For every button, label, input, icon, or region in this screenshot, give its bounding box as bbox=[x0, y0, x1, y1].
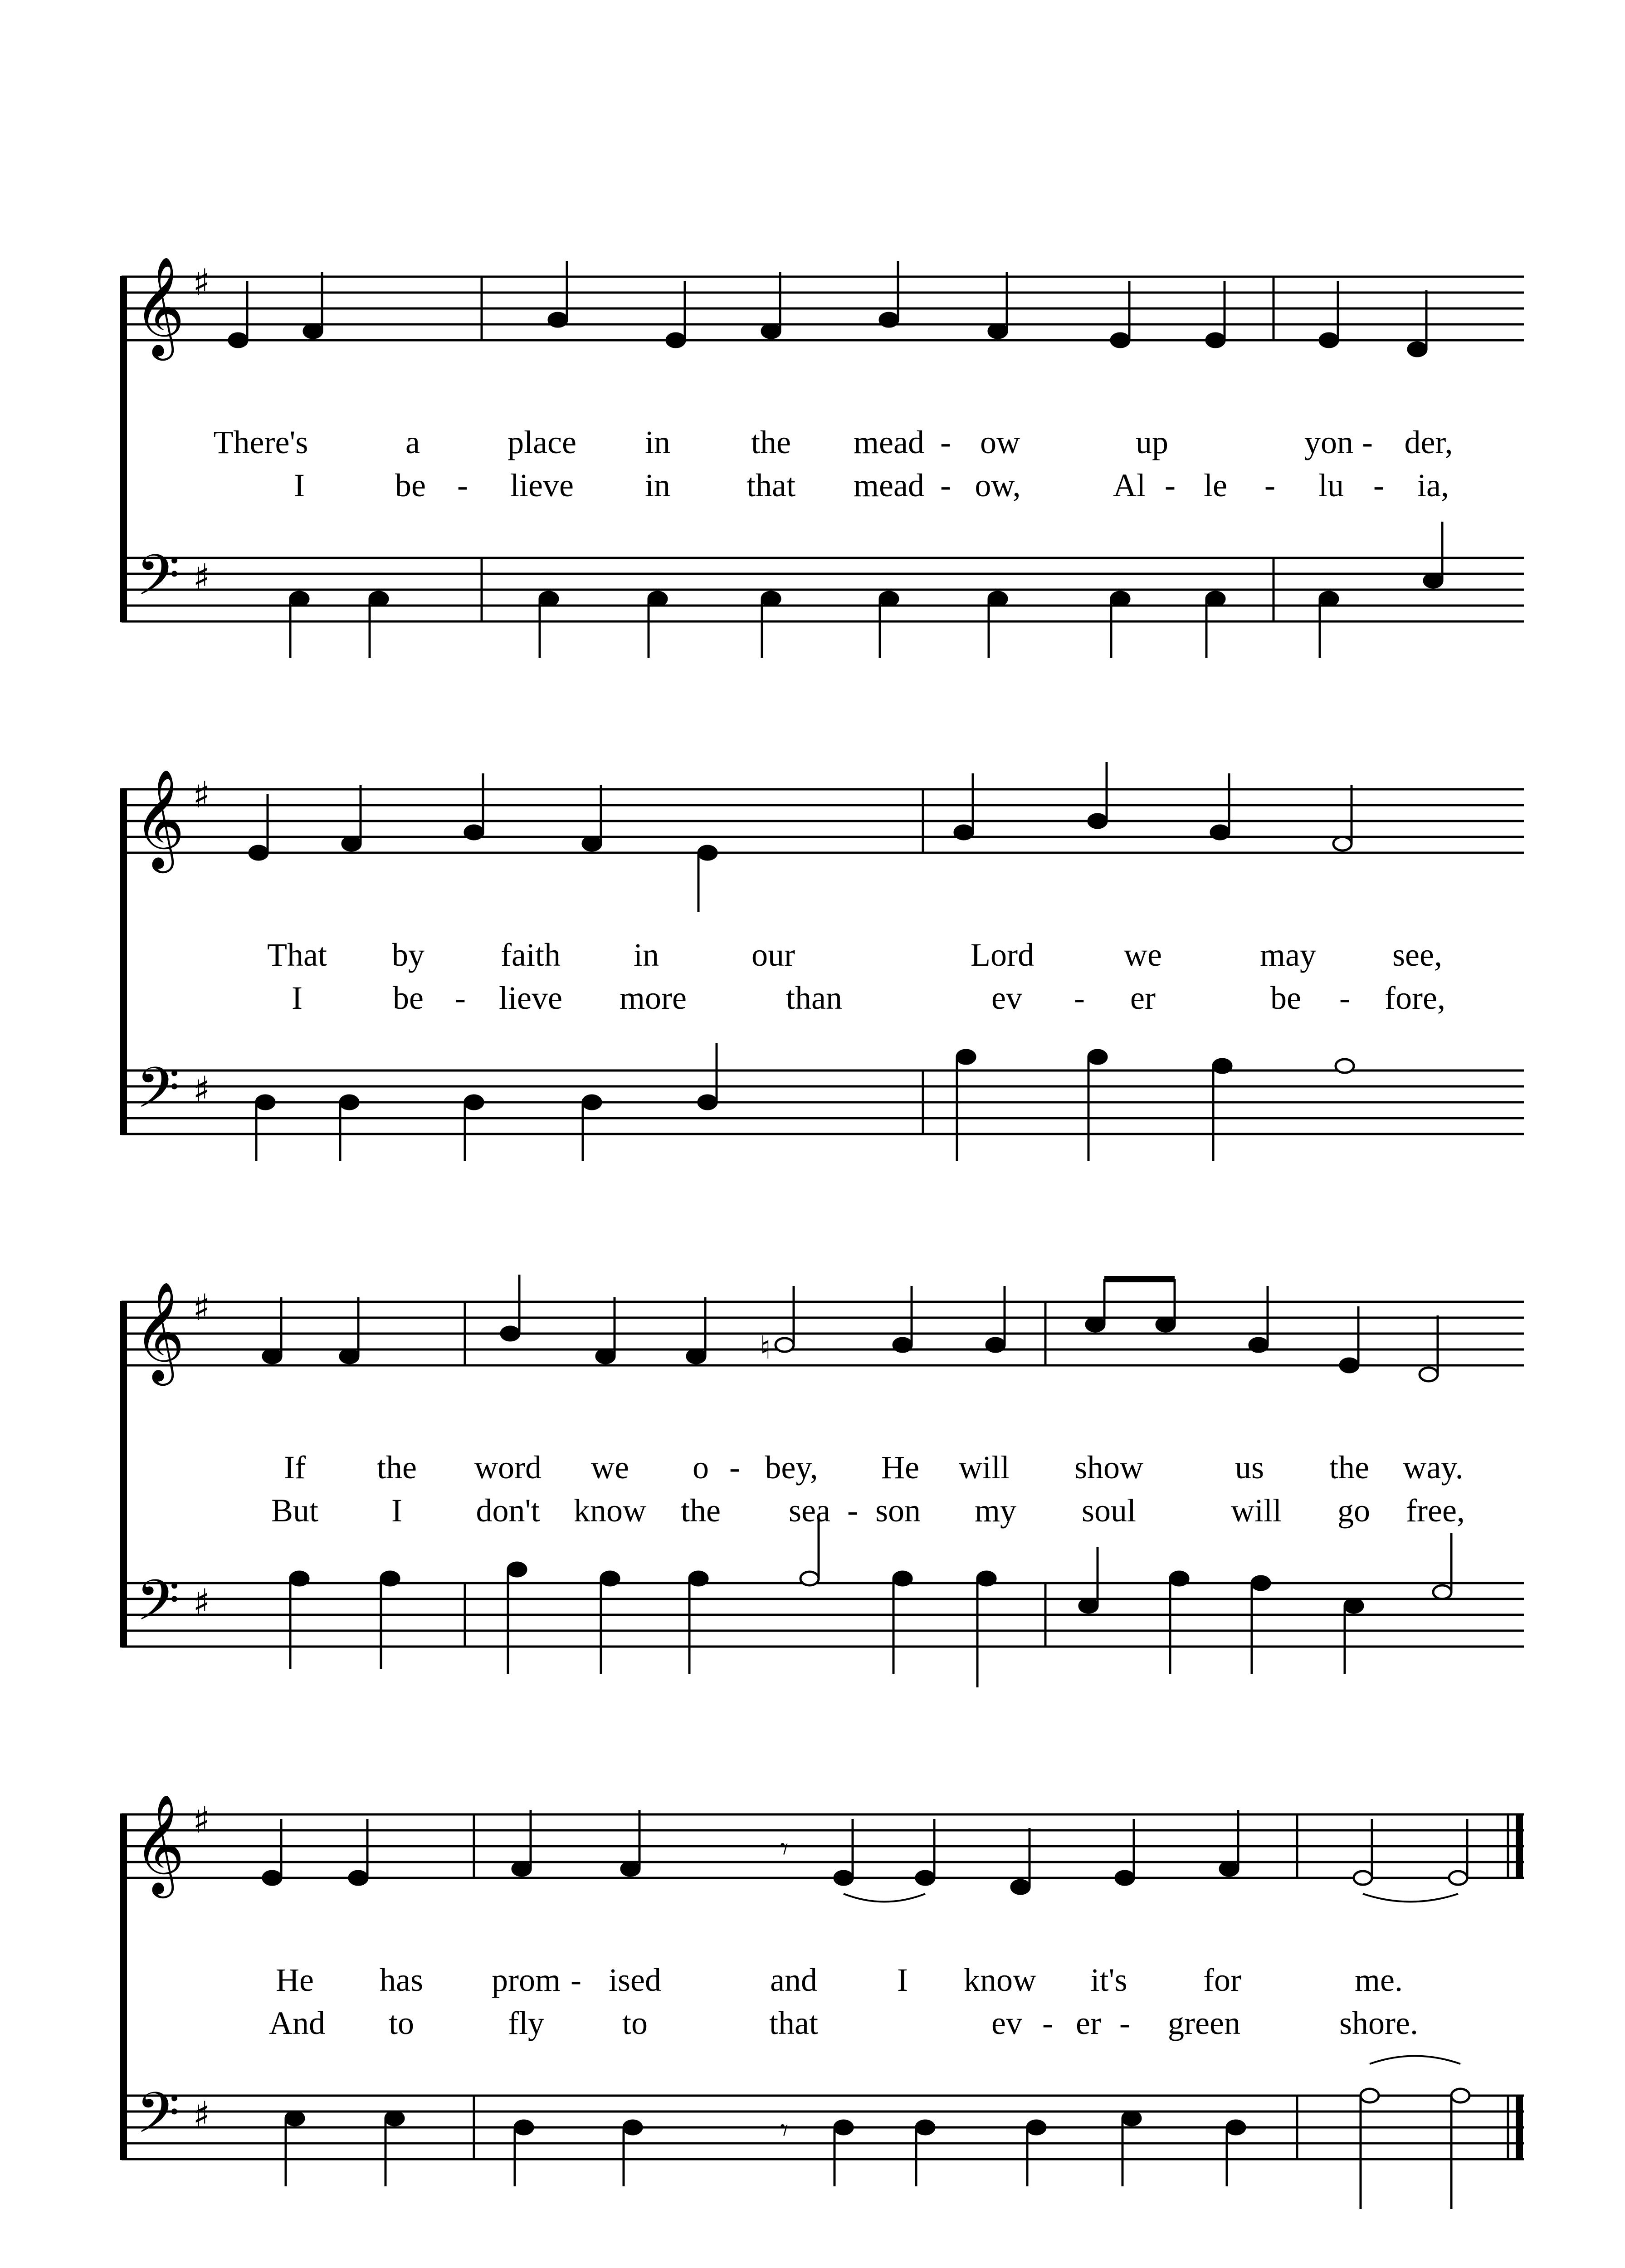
lyric-syllable: ow, bbox=[975, 467, 1021, 503]
lyric-syllable: know bbox=[574, 1492, 646, 1529]
lyric-syllable: we bbox=[1124, 937, 1162, 973]
sharp-icon: ♯ bbox=[193, 1581, 210, 1623]
lyric-syllable: the bbox=[751, 424, 791, 460]
lyric-syllable: that bbox=[747, 467, 795, 503]
verse-1-lyric-line bbox=[0, 422, 1625, 463]
lyric-syllable: and bbox=[770, 1962, 817, 1998]
lyric-syllable: word bbox=[474, 1449, 542, 1486]
lyric-syllable: the bbox=[1329, 1449, 1369, 1486]
sharp-icon: ♯ bbox=[193, 774, 210, 816]
eighth-rest-icon: 𝄾 bbox=[780, 2112, 789, 2149]
lyric-syllable: be bbox=[393, 980, 424, 1016]
lyric-hyphen: - bbox=[1362, 424, 1373, 460]
lyric-syllable: mead bbox=[854, 424, 924, 460]
lyric-hyphen: - bbox=[940, 424, 951, 460]
lyric-syllable: will bbox=[1230, 1492, 1282, 1529]
lyric-syllable: us bbox=[1235, 1449, 1264, 1486]
lyric-syllable: yon bbox=[1304, 424, 1353, 460]
staff-notation-2 bbox=[0, 748, 1625, 1202]
lyric-syllable: in bbox=[644, 467, 671, 503]
lyric-hyphen: - bbox=[1373, 467, 1384, 503]
lyric-syllable: lieve bbox=[499, 980, 562, 1016]
lyric-hyphen: - bbox=[1339, 980, 1350, 1016]
lyric-syllable: to bbox=[622, 2005, 648, 2041]
verse-1-lyric-line bbox=[0, 1960, 1625, 2000]
lyric-hyphen: - bbox=[571, 1962, 581, 1998]
lyric-syllable: That bbox=[267, 937, 327, 973]
lyric-syllable: to bbox=[388, 2005, 415, 2041]
sharp-icon: ♯ bbox=[193, 261, 210, 303]
lyric-syllable: I bbox=[897, 1962, 908, 1998]
treble-clef-icon: 𝄞 bbox=[134, 768, 185, 869]
lyric-syllable: There's bbox=[213, 424, 308, 460]
staff-notation-3 bbox=[0, 1261, 1625, 1715]
lyric-syllable: ev bbox=[991, 2005, 1022, 2041]
verse-1-lyric-line bbox=[0, 934, 1625, 975]
verse-2-lyric-line bbox=[0, 465, 1625, 506]
lyric-hyphen: - bbox=[729, 1449, 740, 1486]
sharp-icon: ♯ bbox=[193, 2094, 210, 2136]
lyric-syllable: faith bbox=[501, 937, 561, 973]
lyric-syllable: er bbox=[1076, 2005, 1101, 2041]
lyric-syllable: shore. bbox=[1339, 2005, 1418, 2041]
lyric-syllable: we bbox=[591, 1449, 629, 1486]
treble-clef-icon: 𝄞 bbox=[134, 1794, 185, 1894]
music-system-1 bbox=[0, 236, 1625, 689]
lyric-syllable: son bbox=[875, 1492, 921, 1529]
lyric-hyphen: - bbox=[940, 467, 951, 503]
bass-clef-icon: 𝄢 bbox=[136, 2081, 180, 2160]
lyric-syllable: by bbox=[392, 937, 425, 973]
lyric-syllable: ev bbox=[991, 980, 1022, 1016]
lyric-hyphen: - bbox=[1042, 2005, 1053, 2041]
lyric-syllable: be bbox=[1270, 980, 1301, 1016]
natural-icon: ♮ bbox=[760, 1329, 771, 1366]
lyric-hyphen: - bbox=[1264, 467, 1275, 503]
lyric-syllable: up bbox=[1136, 424, 1168, 460]
lyric-syllable: don't bbox=[476, 1492, 540, 1529]
lyric-syllable: see, bbox=[1392, 937, 1442, 973]
lyric-syllable: the bbox=[377, 1449, 417, 1486]
lyric-syllable: than bbox=[786, 980, 842, 1016]
treble-clef-icon: 𝄞 bbox=[134, 1281, 185, 1381]
lyric-syllable: free, bbox=[1406, 1492, 1465, 1529]
lyric-syllable: will bbox=[958, 1449, 1010, 1486]
lyric-syllable: be bbox=[395, 467, 426, 503]
verse-2-lyric-line bbox=[0, 978, 1625, 1018]
lyric-syllable: prom bbox=[492, 1962, 561, 1998]
lyric-syllable: a bbox=[405, 424, 420, 460]
lyric-syllable: bey, bbox=[765, 1449, 818, 1486]
lyric-syllable: ised bbox=[609, 1962, 661, 1998]
music-system-2 bbox=[0, 748, 1625, 1202]
lyric-syllable: way. bbox=[1403, 1449, 1464, 1486]
lyric-syllable: Al bbox=[1113, 467, 1146, 503]
lyric-syllable: sea bbox=[789, 1492, 830, 1529]
lyric-syllable: lu bbox=[1318, 467, 1344, 503]
lyric-syllable: me. bbox=[1355, 1962, 1403, 1998]
lyric-syllable: o bbox=[693, 1449, 709, 1486]
bass-clef-icon: 𝄢 bbox=[136, 1568, 180, 1647]
staff-notation-4 bbox=[0, 1774, 1625, 2227]
lyric-syllable: ow bbox=[980, 424, 1020, 460]
lyric-syllable: show bbox=[1074, 1449, 1144, 1486]
lyric-syllable: place bbox=[508, 424, 576, 460]
lyric-syllable: I bbox=[292, 980, 303, 1016]
treble-clef-icon: 𝄞 bbox=[134, 256, 185, 356]
lyric-hyphen: - bbox=[1074, 980, 1085, 1016]
sharp-icon: ♯ bbox=[193, 1069, 210, 1111]
lyric-syllable: in bbox=[644, 424, 671, 460]
lyric-hyphen: - bbox=[455, 980, 466, 1016]
lyric-syllable: mead bbox=[854, 467, 924, 503]
lyric-hyphen: - bbox=[1165, 467, 1176, 503]
lyric-hyphen: - bbox=[1119, 2005, 1130, 2041]
lyric-syllable: green bbox=[1168, 2005, 1240, 2041]
lyric-syllable: But bbox=[271, 1492, 319, 1529]
lyric-syllable: fore, bbox=[1385, 980, 1445, 1016]
lyric-syllable: He bbox=[881, 1449, 919, 1486]
lyric-syllable: lieve bbox=[510, 467, 574, 503]
lyric-syllable: the bbox=[681, 1492, 721, 1529]
lyric-syllable: more bbox=[620, 980, 687, 1016]
lyric-syllable: And bbox=[269, 2005, 325, 2041]
lyric-syllable: soul bbox=[1081, 1492, 1137, 1529]
lyric-syllable: I bbox=[391, 1492, 402, 1529]
lyric-syllable: for bbox=[1203, 1962, 1241, 1998]
bass-clef-icon: 𝄢 bbox=[136, 1056, 180, 1134]
lyric-syllable: ia, bbox=[1417, 467, 1449, 503]
verse-1-lyric-line bbox=[0, 1447, 1625, 1488]
lyric-syllable: le bbox=[1204, 467, 1227, 503]
lyric-syllable: go bbox=[1337, 1492, 1370, 1529]
lyric-hyphen: - bbox=[847, 1492, 858, 1529]
eighth-rest-icon: 𝄾 bbox=[780, 1830, 789, 1867]
verse-2-lyric-line bbox=[0, 1490, 1625, 1531]
music-system-3 bbox=[0, 1261, 1625, 1715]
lyric-syllable: er bbox=[1130, 980, 1156, 1016]
lyric-syllable: Lord bbox=[971, 937, 1034, 973]
lyric-syllable: der, bbox=[1404, 424, 1453, 460]
lyric-hyphen: - bbox=[457, 467, 468, 503]
lyric-syllable: I bbox=[294, 467, 305, 503]
staff-notation-1 bbox=[0, 236, 1625, 689]
sharp-icon: ♯ bbox=[193, 1286, 210, 1329]
sharp-icon: ♯ bbox=[193, 556, 210, 598]
lyric-syllable: our bbox=[752, 937, 795, 973]
lyric-syllable: that bbox=[769, 2005, 818, 2041]
lyric-syllable: in bbox=[633, 937, 659, 973]
lyric-syllable: fly bbox=[508, 2005, 544, 2041]
lyric-syllable: may bbox=[1260, 937, 1316, 973]
lyric-syllable: He bbox=[276, 1962, 314, 1998]
lyric-syllable: has bbox=[380, 1962, 423, 1998]
lyric-syllable: it's bbox=[1090, 1962, 1127, 1998]
music-system-4 bbox=[0, 1774, 1625, 2227]
verse-2-lyric-line bbox=[0, 2003, 1625, 2043]
lyric-syllable: If bbox=[284, 1449, 306, 1486]
bass-clef-icon: 𝄢 bbox=[136, 543, 180, 622]
lyric-syllable: my bbox=[974, 1492, 1017, 1529]
sharp-icon: ♯ bbox=[193, 1799, 210, 1841]
lyric-syllable: know bbox=[964, 1962, 1036, 1998]
